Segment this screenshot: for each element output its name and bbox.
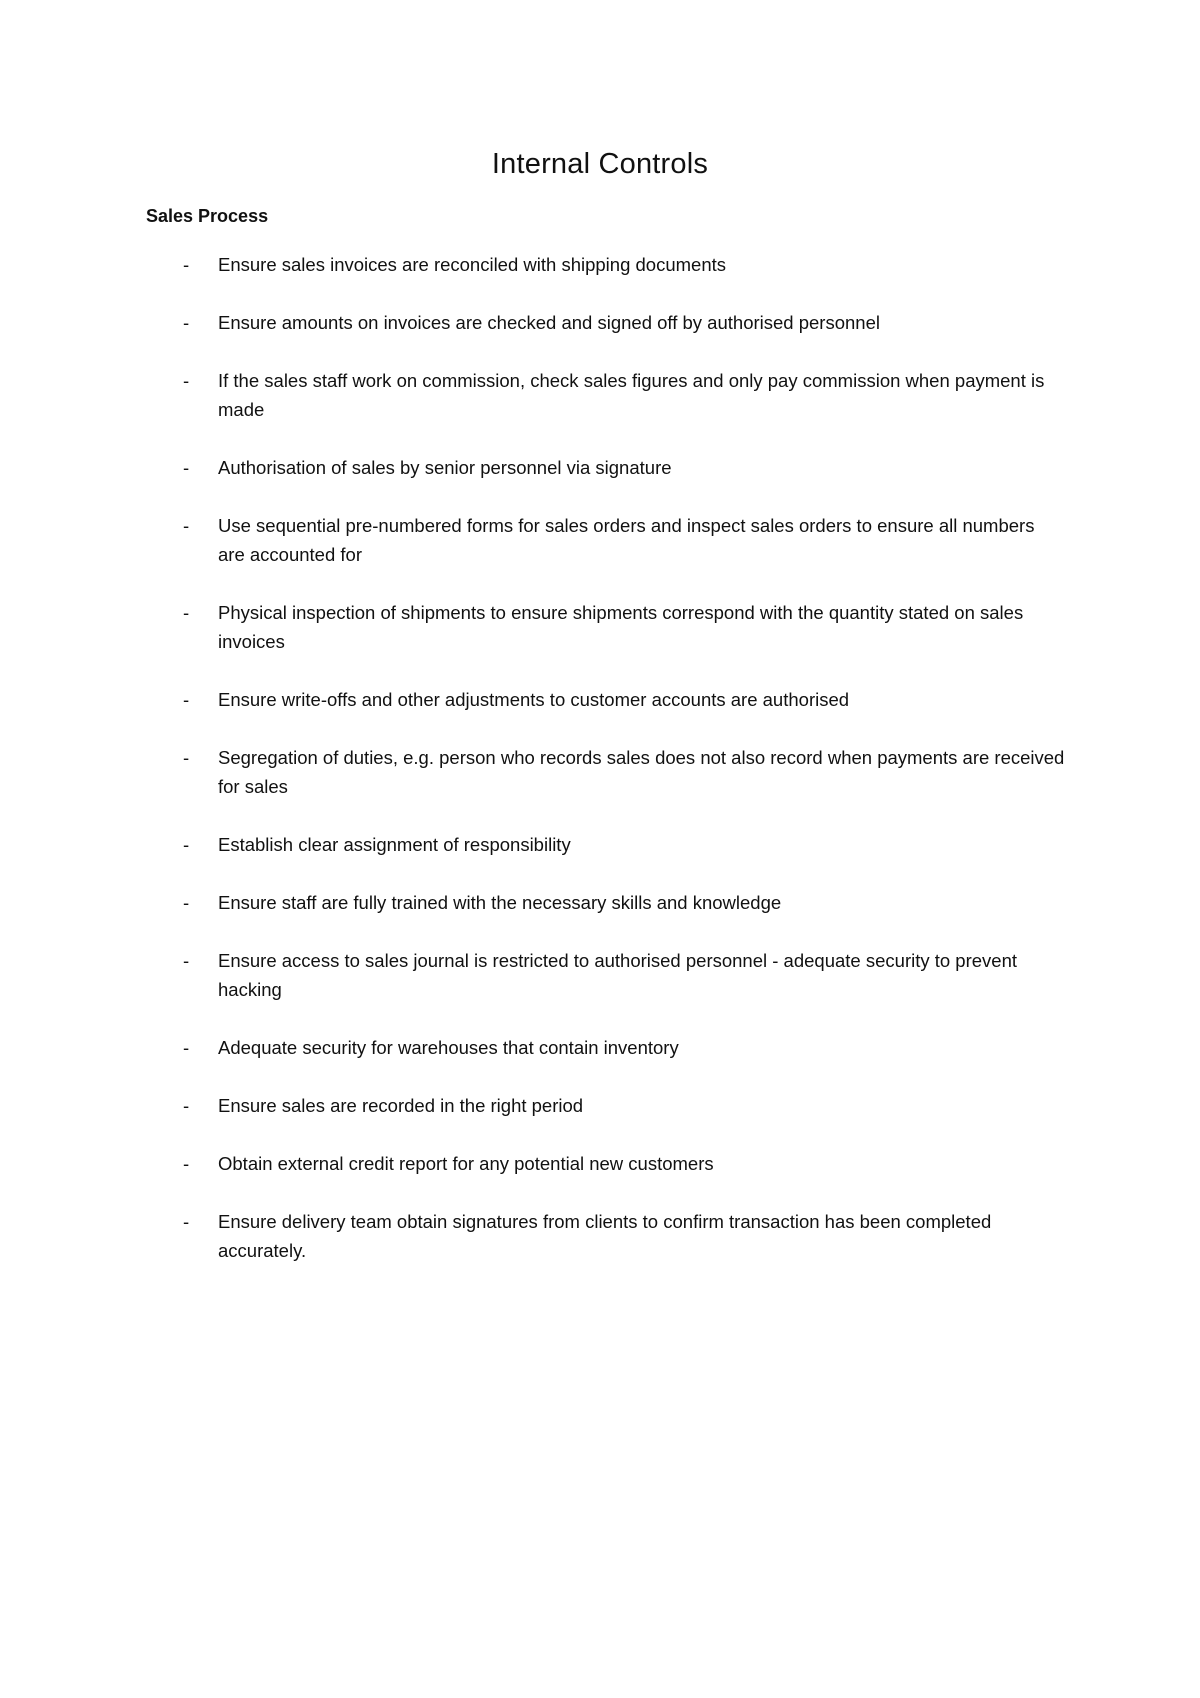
list-item [146, 1149, 1066, 1178]
list-item [146, 743, 1066, 801]
bullet-dash: - [183, 602, 190, 623]
list-item [146, 946, 1066, 1004]
list-item [146, 511, 1066, 569]
list-item [146, 888, 1066, 917]
bullet-dash: - [183, 1153, 190, 1174]
list-item [146, 1207, 1066, 1265]
bullet-dash: - [183, 254, 190, 275]
list-item-text: Ensure staff are fully trained with the necessary skills and knowledge [218, 892, 782, 913]
list-item [146, 250, 1066, 279]
bullet-dash: - [183, 834, 190, 855]
list-item [146, 453, 1066, 482]
list-item-text: Ensure amounts on invoices are checked and signed off by authorised personnel [218, 312, 880, 333]
bullet-dash: - [183, 1095, 190, 1116]
bullet-dash: - [183, 950, 190, 971]
section-heading: Sales Process [146, 206, 269, 226]
list-item-text: Segregation of duties, e.g. person who records sales does not also record when payments are received for sales [218, 747, 1065, 797]
bullet-dash: - [183, 515, 190, 536]
list-item-text: Use sequential pre-numbered forms for sales orders and inspect sales orders to ensure all numbers are accounted for [218, 515, 1035, 565]
list-item [146, 366, 1066, 424]
list-item [146, 830, 1066, 859]
list-item [146, 598, 1066, 656]
bullet-dash: - [183, 312, 190, 333]
list-item-text: Establish clear assignment of responsibility [218, 834, 571, 855]
list-item-text: If the sales staff work on commission, check sales figures and only pay commission when payment is made [218, 370, 1045, 420]
bullet-dash: - [183, 370, 190, 391]
bullet-dash: - [183, 892, 190, 913]
list-item-text: Ensure write-offs and other adjustments to customer accounts are authorised [218, 689, 850, 710]
list-item-text: Ensure sales are recorded in the right period [218, 1095, 584, 1116]
list-item-text: Ensure delivery team obtain signatures from clients to confirm transaction has been completed accurately. [218, 1211, 992, 1261]
list-item [146, 308, 1066, 337]
list-item-text: Authorisation of sales by senior personnel via signature [218, 457, 672, 478]
list-item [146, 1033, 1066, 1062]
list-item-text: Adequate security for warehouses that contain inventory [218, 1037, 679, 1058]
list-item-text: Physical inspection of shipments to ensure shipments correspond with the quantity stated on sales invoices [218, 602, 1024, 652]
bullet-dash: - [183, 1211, 190, 1232]
list-item-text: Ensure access to sales journal is restricted to authorised personnel - adequate security to prevent hacking [218, 950, 1018, 1000]
bullet-dash: - [183, 747, 190, 768]
controls-list [146, 250, 1066, 1294]
bullet-dash: - [183, 457, 190, 478]
list-item-text: Ensure sales invoices are reconciled with shipping documents [218, 254, 726, 275]
list-item [146, 685, 1066, 714]
document-title: Internal Controls [491, 148, 709, 180]
list-item-text: Obtain external credit report for any potential new customers [218, 1153, 714, 1174]
list-item [146, 1091, 1066, 1120]
bullet-dash: - [183, 1037, 190, 1058]
bullet-dash: - [183, 689, 190, 710]
